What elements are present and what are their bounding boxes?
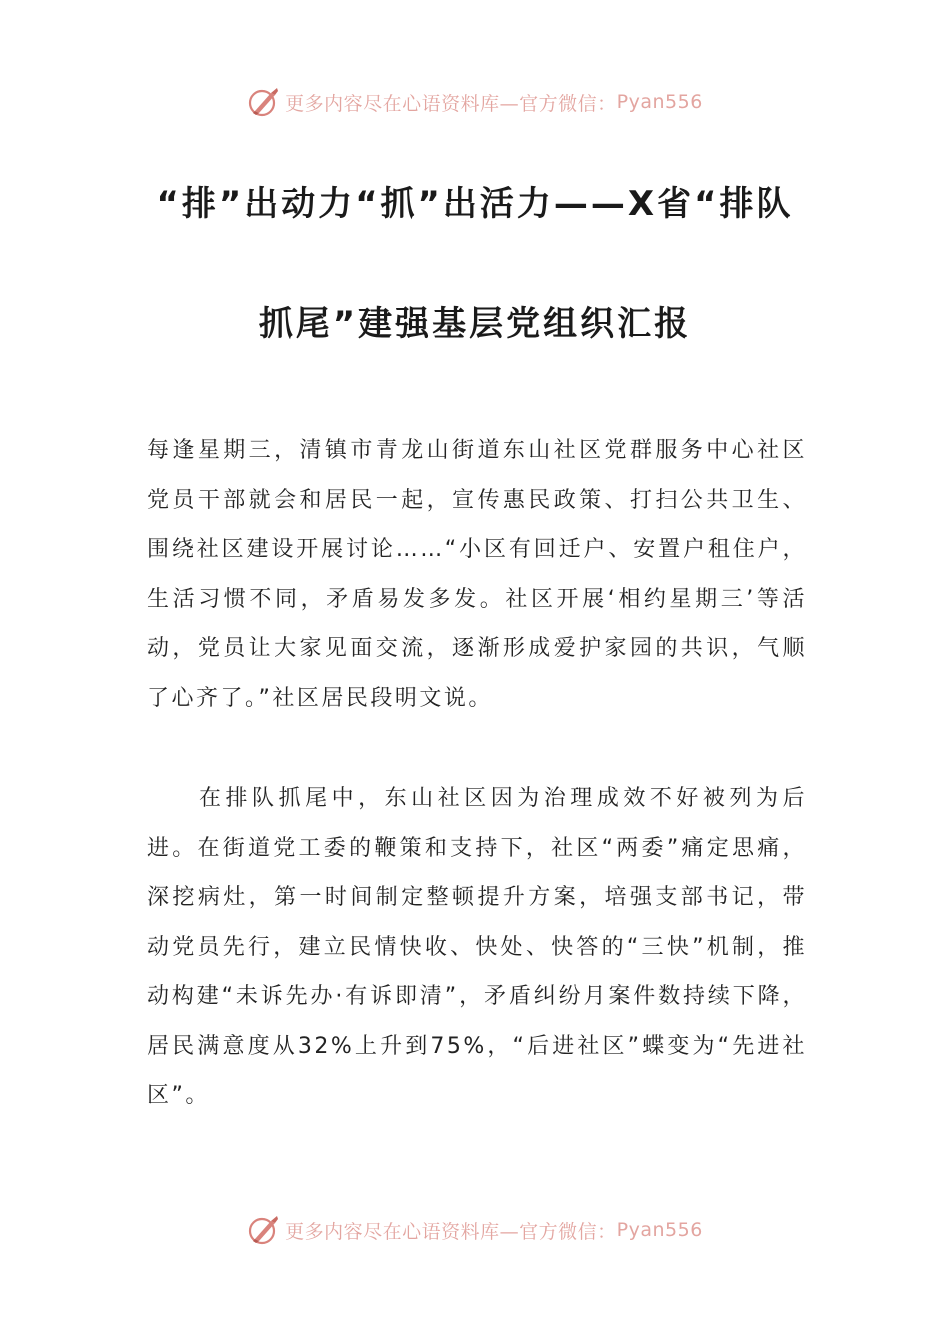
watermark-wechat-id: Pyan556 <box>616 1219 703 1241</box>
header-watermark <box>0 82 950 122</box>
body-paragraph-2: 在排队抓尾中，东山社区因为治理成效不好被列为后进。在街道党工委的鞭策和支持下，社区“两委”痛定思痛，深挖病灶，第一时间制定整顿提升方案，培强支部书记，带动党员先行，建立民情快收、快处、快答的“三快”机制，推动构建“未诉先办·有诉即清”，矛盾纠纷月案件数持续下降，居民满意度从32%上升到75%，“后进社区”蝶变为“先进社区”。 <box>147 786 807 1108</box>
document-title-line-2: 抓尾”建强基层党组织汇报 <box>258 304 692 344</box>
watermark-text: 更多内容尽在心语资料库—官方微信： <box>285 92 617 115</box>
body-paragraph-1: 每逢星期三，清镇市青龙山街道东山社区党群服务中心社区党员干部就会和居民一起，宣传惠民政策、打扫公共卫生、围绕社区建设开展讨论……“小区有回迁户、安置户租住户，生活习惯不同，矛盾易发多发。社区开展‘相约星期三’等活动，党员让大家见面交流，逐渐形成爱护家园的共识，气顺了心齐了。”社区居民段明文说。 <box>147 438 807 711</box>
footer-watermark <box>0 1210 950 1250</box>
pen-logo-icon <box>247 1213 281 1247</box>
pen-logo-icon <box>247 85 281 119</box>
document-title-line-1: “排”出动力“抓”出活力——X省“排队 <box>156 184 794 224</box>
watermark-text: 更多内容尽在心语资料库—官方微信： <box>285 1220 617 1243</box>
watermark-wechat-id: Pyan556 <box>616 91 703 113</box>
